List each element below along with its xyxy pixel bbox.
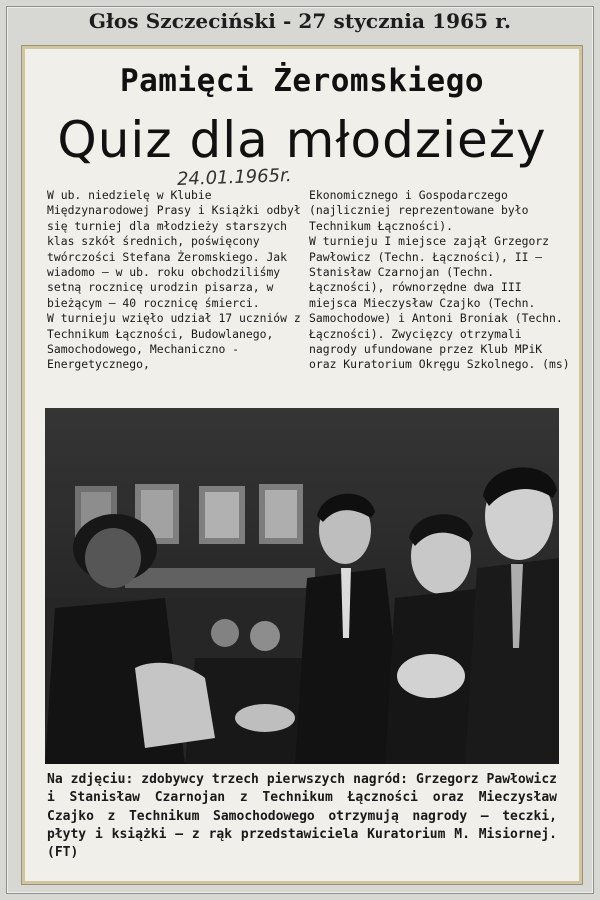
paragraph: W turnieju I miejsce zajął Grzegorz Pawłowicz (Techn. Łączności), II — Stanisław Czarnojan (Techn. Łączności), równorzędne dwa III miejsca Mieczysław Czajko (Techn. Samochodowe) i Antoni Broniak (Techn. Łączności). Zwycięzcy otrzymali nagrody ufundowane przez Klub MPiK oraz Kuratorium Okręgu Szkolnego. (ms) bbox=[309, 234, 570, 372]
article-column-1 bbox=[47, 188, 303, 373]
news-photo bbox=[45, 408, 559, 764]
newspaper-clipping bbox=[22, 46, 582, 884]
photo-illustration bbox=[45, 408, 559, 764]
page-header: Głos Szczeciński - 27 stycznia 1965 r. bbox=[88, 9, 512, 33]
handwritten-date: 24.01.1965r. bbox=[176, 165, 292, 190]
photo-caption: Na zdjęciu: zdobywcy trzech pierwszych nagród: Grzegorz Pawłowicz i Stanisław Czarnojan z Technikum Łączności oraz Mieczysław Czajko z Technikum Samochodowego otrzymują nagrody — teczki, płyty i książki — z rąk przedstawiciela Kuratorium M. Misiornej. (FT) bbox=[47, 772, 557, 861]
article-headline: Quiz dla młodzieży bbox=[57, 111, 547, 169]
paragraph: W turnieju wzięło udział 17 uczniów z Technikum Łączności, Budowlanego, Samochodowego, Mechaniczno - Energetycznego, bbox=[47, 311, 301, 372]
paragraph: Ekonomicznego i Gospodarczego (najliczniej reprezentowane było Technikum Łączności). bbox=[309, 188, 529, 233]
article-column-2 bbox=[309, 188, 571, 373]
article-kicker: Pamięci Żeromskiego bbox=[119, 63, 485, 99]
paragraph: W ub. niedzielę w Klubie Międzynarodowej Prasy i Książki odbył się turniej dla młodzieży starszych klas szkół średnich, poświęcony twórczości Stefana Żeromskiego. Jak wiadomo — w ub. roku obchodziliśmy setną rocznicę urodzin pisarza, w bieżącym — 40 rocznicę śmierci. bbox=[47, 188, 301, 310]
